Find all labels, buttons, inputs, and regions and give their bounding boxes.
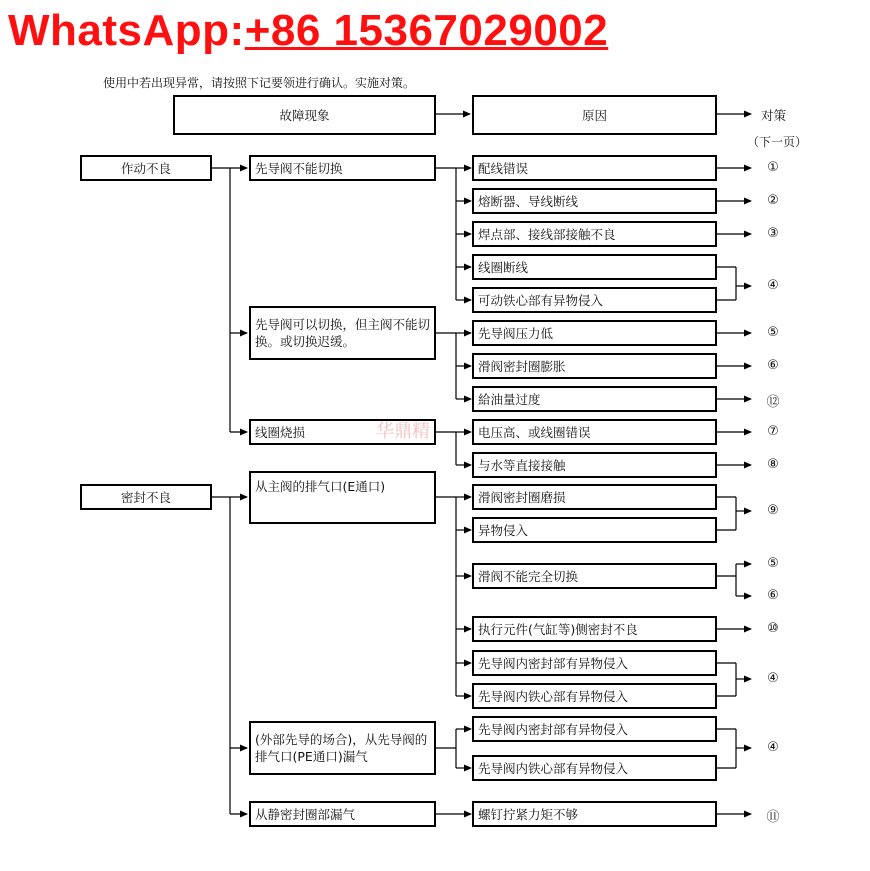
cause-label: 螺钉拧紧力矩不够 — [478, 806, 579, 822]
symptom-label: 先导阀可以切换，但主阀不能切换。或切换迟缓。 — [255, 317, 431, 349]
measure-mark: ⑤ — [767, 325, 779, 340]
cause-label: 滑阀密封圈磨损 — [478, 489, 566, 505]
measure-mark: ⑫ — [766, 395, 780, 410]
symptom-box — [249, 155, 436, 181]
cause-box — [472, 716, 717, 742]
measure-mark: ⑤ — [767, 556, 779, 571]
measure-mark: ⑥ — [767, 358, 779, 373]
header-cause-label: 原因 — [581, 107, 607, 123]
cause-box — [472, 386, 717, 412]
cause-box — [472, 683, 717, 709]
cause-label: 配线错误 — [478, 160, 529, 176]
cause-label: 可动铁心部有异物侵入 — [478, 292, 604, 308]
cause-box — [472, 353, 717, 379]
cause-box — [472, 320, 717, 346]
symptom-label: 从静密封圈部漏气 — [255, 806, 356, 822]
measure-mark: ⑨ — [767, 503, 779, 518]
measure-mark: ④ — [767, 671, 779, 686]
cause-box — [472, 419, 717, 445]
header-measure-label: 对策 — [761, 108, 787, 123]
symptom-label: (外部先导的场合)，从先导阀的排气口(PE通口)漏气 — [255, 732, 428, 764]
cause-label: 线圈断线 — [478, 259, 529, 275]
cause-box — [472, 254, 717, 280]
measure-mark: ⑪ — [766, 810, 780, 825]
measure-mark: ③ — [767, 226, 779, 241]
category-label: 密封不良 — [120, 489, 171, 505]
banner-phone-number: +86 15367029002 — [244, 6, 609, 55]
cause-label: 异物侵入 — [478, 522, 529, 538]
banner-prefix: WhatsApp: — [8, 6, 245, 55]
cause-label: 熔断器、导线断线 — [478, 193, 579, 209]
cause-label: 电压高、或线圈错误 — [478, 424, 591, 440]
measure-mark: ⑧ — [767, 457, 779, 472]
cause-label: 滑阀不能完全切换 — [478, 568, 579, 584]
cause-label: 給油量过度 — [478, 391, 541, 407]
symptom-box — [249, 306, 436, 360]
cause-label: 先导阀内密封部有异物侵入 — [478, 721, 629, 737]
cause-box — [472, 755, 717, 781]
cause-label: 先导阀内密封部有异物侵入 — [478, 655, 629, 671]
measure-mark: ⑥ — [767, 588, 779, 603]
cause-box — [472, 650, 717, 676]
symptom-label: 线圈烧损 — [255, 424, 306, 440]
cause-label: 与水等直接接触 — [478, 457, 566, 473]
watermark: 华鼎精 — [376, 421, 430, 442]
category-label: 作动不良 — [120, 160, 171, 176]
symptom-box — [249, 801, 436, 827]
cause-box — [472, 221, 717, 247]
cause-label: 执行元件(气缸等)侧密封不良 — [478, 621, 638, 637]
cause-label: 先导阀内铁心部有异物侵入 — [478, 688, 629, 704]
cause-box — [472, 616, 717, 642]
measure-mark: ⑩ — [767, 621, 779, 636]
symptom-box — [249, 471, 436, 524]
cause-box — [472, 801, 717, 827]
header-next-page-label: （下一页） — [747, 135, 808, 149]
cause-label: 滑阀密封圈膨胀 — [478, 358, 566, 374]
measure-mark: ④ — [767, 740, 779, 755]
measure-mark: ① — [767, 160, 779, 175]
cause-box — [472, 155, 717, 181]
category-operation-failure — [80, 155, 212, 181]
header-symptom-label: 故障现象 — [279, 107, 330, 123]
measure-mark: ④ — [767, 278, 779, 293]
cause-box — [472, 452, 717, 478]
symptom-label: 先导阀不能切换 — [255, 160, 343, 176]
measure-mark: ⑦ — [767, 424, 779, 439]
intro-text: 使用中若出现异常，请按照下记要领进行确认。实施对策。 — [103, 76, 416, 90]
cause-box — [472, 517, 717, 543]
cause-box — [472, 188, 717, 214]
cause-box — [472, 563, 717, 589]
category-seal-failure — [80, 484, 212, 510]
symptom-label: 从主阀的排气口(E通口) — [255, 479, 386, 494]
cause-box — [472, 484, 717, 510]
symptom-box — [249, 721, 436, 775]
header-symptom-box — [173, 95, 436, 135]
cause-label: 焊点部、接线部接触不良 — [478, 226, 616, 242]
header-cause-box — [472, 95, 717, 135]
cause-label: 先导阀压力低 — [478, 325, 554, 341]
cause-box — [472, 287, 717, 313]
cause-label: 先导阀内铁心部有异物侵入 — [478, 760, 629, 776]
measure-mark: ② — [767, 193, 779, 208]
